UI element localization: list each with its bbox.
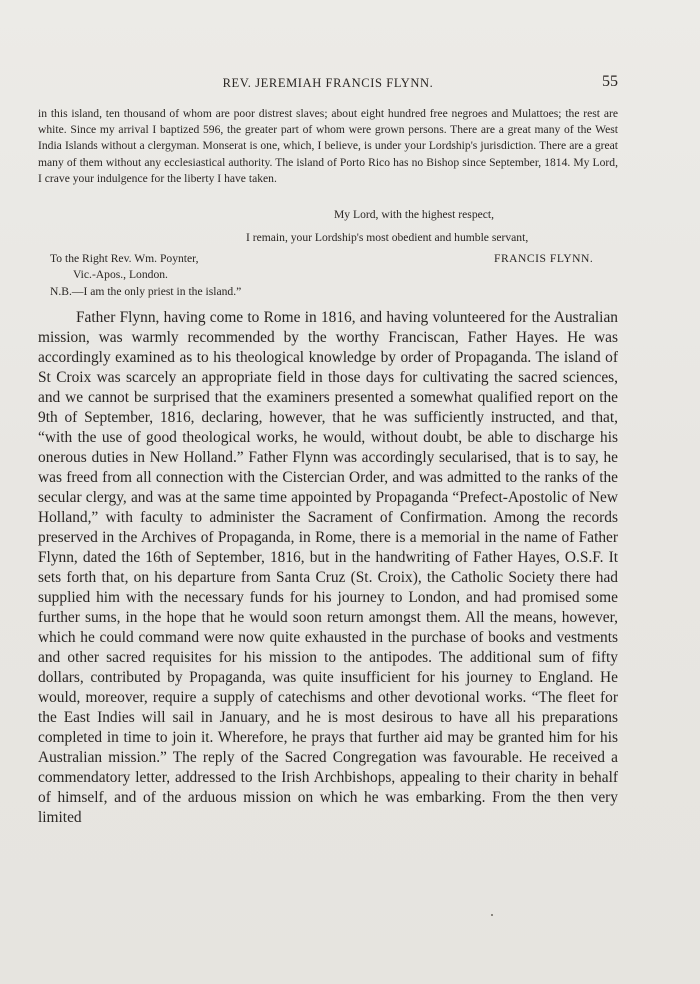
letter-salutation: My Lord, with the highest respect, [334,208,495,221]
ink-speck [491,914,493,916]
body-paragraph: Father Flynn, having come to Rome in 1816, and having volunteered for the Australian mission, was warmly recommended by the worthy Franciscan, Father Hayes. He was accordingly examined as to his theological knowledge by order of Propaganda. The island of St Croix was scarcely an appropriate field in those days for cultivating the sacred sciences, and we cannot be surprised that the examiners presented a somewhat qualified report on the 9th of September, 1816, declaring, however, that he was sufficiently instructed, and that, “with the use of good theological works, he would, without doubt, be able to discharge his onerous duties in New Holland.” Father Flynn was accordingly secularised, that is to say, he was freed from all connection with the Cistercian Order, and was admitted to the ranks of the secular clergy, and was at the same time appointed by Propaganda “Prefect-Apostolic of New Holland,” with faculty to administer the Sacrament of Confirmation. Among the records preserved in the Archives of Propaganda, in Rome, there is a memorial in the name of Father Flynn, dated the 16th of September, 1816, but in the handwriting of Father Hayes, O.S.F. It sets forth that, on his departure from Santa Cruz (St. Croix), the Catholic Society there had supplied him with the necessary funds for his journey to London, and had promised some further sums, in the hope that he would soon return amongst them. All the means, however, which he could command were now quite exhausted in the purchase of books and vestments and other sacred requisites for his mission to the antipodes. The additional sum of fifty dollars, contributed by Propaganda, was quite insufficient for his journey to England. He would, moreover, require a supply of catechisms and other devotional works. “The fleet for the East Indies will sail in January, and he is most desirous to have all his preparations completed in time to join it. Wherefore, he prays that further aid may be granted him for his Australian mission.” The reply of the Sacred Congregation was favourable. He received a commendatory letter, addressed to the Irish Archbishops, appealing to their charity in behalf of himself, and of the arduous mission on which he was embarking. From the then very limited [38,309,618,826]
running-title: REV. JEREMIAH FRANCIS FLYNN. [222,76,434,90]
letter-postscript: N.B.—I am the only priest in the island.” [50,285,242,298]
letter-addressee-line-2: Vic.-Apos., London. [73,268,168,281]
letter-body: in this island, ten thousand of whom are poor distrest slaves; about eight hundred free negroes and Mulattoes; the rest are white. Since my arrival I baptized 596, the greater part of whom were grown persons. There are a great many of the West India Islands without a clergyman. Monserat is one, which, I believe, is under your Lordship's jurisdiction. There are a great many of them without any ecclesiastical authority. The island of Porto Rico has no Bishop since September, 1814. My Lord, I crave your indulgence for the liberty I have taken. [38,107,618,185]
quoted-letter [38,106,618,187]
running-head [38,74,618,92]
letter-addressee-line-1: To the Right Rev. Wm. Poynter, [50,252,199,265]
main-text [38,308,618,828]
letter-signature: FRANCIS FLYNN. [494,252,594,265]
page-number: 55 [602,73,618,90]
letter-closing: I remain, your Lordship's most obedient and humble servant, [246,231,529,244]
